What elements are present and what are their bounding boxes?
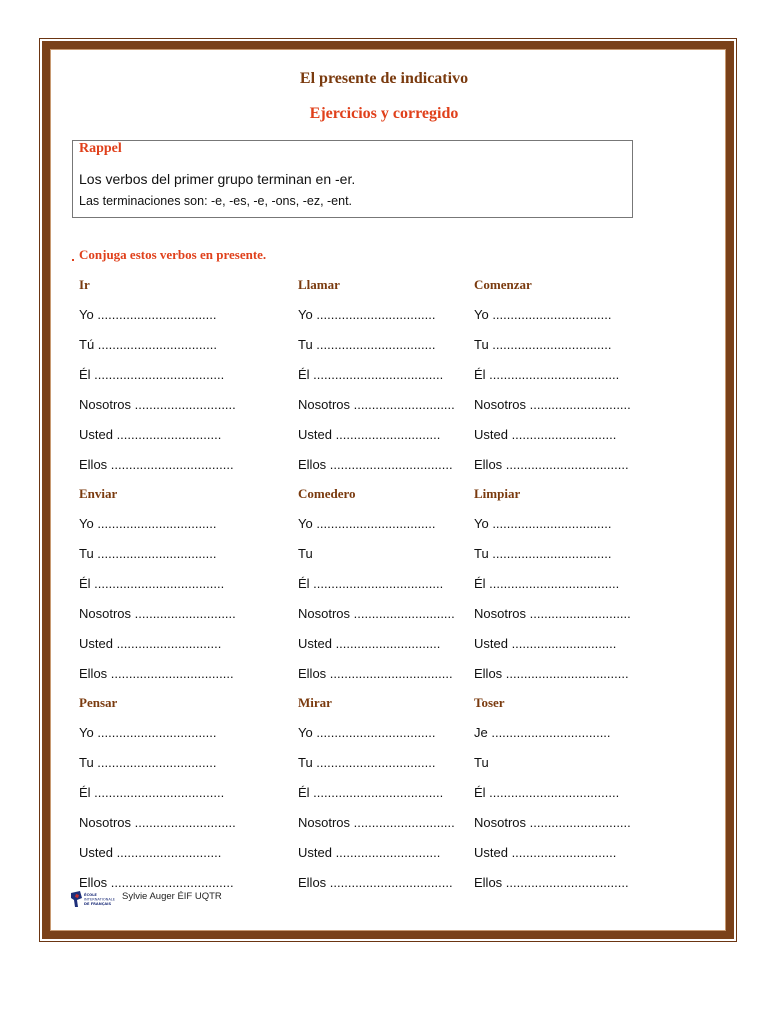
conjugation-line[interactable]: Él .................................... (79, 367, 225, 382)
conjugation-line[interactable]: Usted ............................. (298, 636, 441, 651)
conjugation-line[interactable]: Yo ................................. (298, 725, 436, 740)
verb-title: Pensar (79, 695, 118, 710)
bullet-dot (72, 259, 74, 261)
svg-text:ÉCOLE: ÉCOLE (84, 893, 97, 897)
page-title: El presente de indicativo (299, 70, 469, 87)
svg-text:INTERNATIONALE: INTERNATIONALE (84, 897, 116, 902)
rappel-endings: Las terminaciones son: -e, -es, -e, -ons, -ez, -ent. (79, 194, 353, 208)
svg-text:DE FRANÇAIS: DE FRANÇAIS (84, 902, 112, 906)
conjugation-line[interactable]: Ellos .................................. (474, 875, 629, 890)
conjugation-line[interactable]: Tú ................................. (79, 337, 217, 352)
conjugation-line[interactable]: Él .................................... (298, 367, 444, 382)
conjugation-line[interactable]: Él .................................... (474, 785, 620, 800)
conjugation-line[interactable]: Ellos .................................. (298, 457, 453, 472)
conjugation-line[interactable]: Él .................................... (474, 367, 620, 382)
conjugation-line[interactable]: Usted ............................. (79, 636, 222, 651)
conjugation-line[interactable]: Usted ............................. (474, 427, 617, 442)
conjugation-line[interactable]: Él .................................... (474, 576, 620, 591)
conjugation-line[interactable]: Nosotros ............................ (79, 606, 236, 621)
conjugation-line[interactable]: Nosotros ............................ (298, 815, 455, 830)
rappel-box (72, 140, 633, 218)
conjugation-line[interactable]: Ellos .................................. (298, 666, 453, 681)
conjugation-line[interactable]: Nosotros ............................ (79, 815, 236, 830)
school-logo (70, 890, 120, 908)
conjugation-line[interactable]: Yo ................................. (79, 725, 217, 740)
exercise-instruction: Conjuga estos verbos en presente. (79, 247, 267, 262)
footer (70, 890, 270, 908)
conjugation-line[interactable]: Tu (298, 546, 313, 561)
conjugation-line[interactable]: Usted ............................. (298, 427, 441, 442)
conjugation-line[interactable]: Él .................................... (79, 785, 225, 800)
rappel-title: Rappel (79, 141, 122, 156)
conjugation-line[interactable]: Él .................................... (298, 576, 444, 591)
conjugation-line[interactable]: Yo ................................. (79, 307, 217, 322)
conjugation-line[interactable]: Él .................................... (79, 576, 225, 591)
conjugation-line[interactable]: Yo ................................. (79, 516, 217, 531)
conjugation-line[interactable]: Ellos .................................. (79, 457, 234, 472)
conjugation-line[interactable]: Usted ............................. (79, 845, 222, 860)
verb-title: Ir (79, 277, 90, 292)
conjugation-line[interactable]: Nosotros ............................ (79, 397, 236, 412)
conjugation-line[interactable]: Tu ................................. (298, 755, 436, 770)
conjugation-line[interactable]: Yo ................................. (298, 307, 436, 322)
conjugation-line[interactable]: Ellos .................................. (79, 875, 234, 890)
conjugation-line[interactable]: Tu ................................. (79, 755, 217, 770)
verb-title: Comedero (298, 486, 356, 501)
conjugation-line[interactable]: Ellos .................................. (298, 875, 453, 890)
conjugation-line[interactable]: Tu ................................. (298, 337, 436, 352)
conjugation-line[interactable]: Ellos .................................. (79, 666, 234, 681)
conjugation-line[interactable]: Nosotros ............................ (474, 606, 631, 621)
conjugation-line[interactable]: Yo ................................. (474, 516, 612, 531)
conjugation-line[interactable]: Ellos .................................. (474, 457, 629, 472)
conjugation-line[interactable]: Yo ................................. (298, 516, 436, 531)
verb-title: Comenzar (474, 277, 532, 292)
conjugation-line[interactable]: Nosotros ............................ (298, 606, 455, 621)
verb-title: Enviar (79, 486, 118, 501)
page-subtitle: Ejercicios y corregido (309, 105, 459, 122)
conjugation-line[interactable]: Él .................................... (298, 785, 444, 800)
conjugation-line[interactable]: Nosotros ............................ (474, 815, 631, 830)
conjugation-line[interactable]: Tu ................................. (474, 337, 612, 352)
verb-title: Limpiar (474, 486, 521, 501)
conjugation-line[interactable]: Tu (474, 755, 489, 770)
conjugation-line[interactable]: Usted ............................. (79, 427, 222, 442)
footer-author: Sylvie Auger ÉIF UQTR (122, 891, 222, 902)
conjugation-line[interactable]: Ellos .................................. (474, 666, 629, 681)
conjugation-line[interactable]: Tu ................................. (474, 546, 612, 561)
conjugation-line[interactable]: Usted ............................. (474, 845, 617, 860)
conjugation-line[interactable]: Usted ............................. (298, 845, 441, 860)
rappel-rule: Los verbos del primer grupo terminan en -er. (79, 171, 356, 187)
verb-title: Mirar (298, 695, 332, 710)
verb-title: Llamar (298, 277, 340, 292)
conjugation-line[interactable]: Yo ................................. (474, 307, 612, 322)
conjugation-line[interactable]: Nosotros ............................ (298, 397, 455, 412)
conjugation-line[interactable]: Usted ............................. (474, 636, 617, 651)
conjugation-line[interactable]: Tu ................................. (79, 546, 217, 561)
conjugation-line[interactable]: Je ................................. (474, 725, 611, 740)
verb-title: Toser (474, 695, 505, 710)
conjugation-line[interactable]: Nosotros ............................ (474, 397, 631, 412)
